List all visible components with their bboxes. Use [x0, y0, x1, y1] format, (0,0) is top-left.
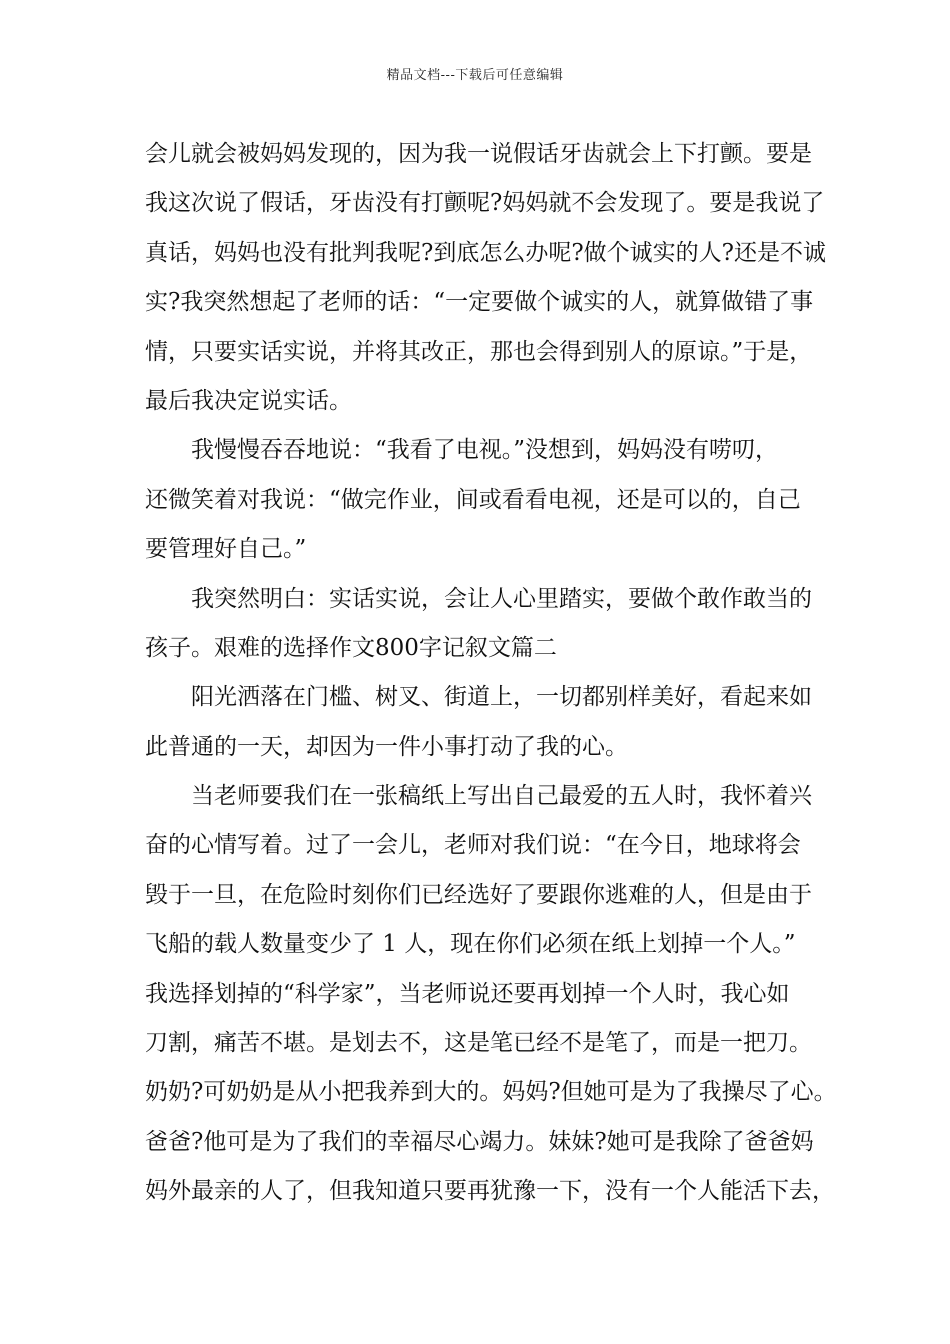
text-line: 飞船的载人数量变少了 1 人，现在你们必须在纸上划掉一个人。”: [145, 931, 796, 958]
text-line: 阳光洒落在门槛、树叉、街道上，一切都别样美好，看起来如: [191, 684, 812, 711]
text-line: 最后我决定说实话。: [145, 387, 352, 414]
page-header: 精品文档---下载后可任意编辑: [386, 68, 564, 83]
text-line: 奶奶?可奶奶是从小把我养到大的。妈妈?但她可是为了我操尽了心。: [145, 1079, 837, 1106]
text-line: 还微笑着对我说：“做完作业，间或看看电视，还是可以的，自己: [145, 486, 801, 513]
text-line: 妈外最亲的人了，但我知道只要再犹豫一下，没有一个人能活下去，: [145, 1178, 835, 1205]
text-line: 爸爸?他可是为了我们的幸福尽心竭力。妹妹?她可是我除了爸爸妈: [145, 1128, 814, 1155]
text-line: 实?我突然想起了老师的话：“一定要做个诚实的人，就算做错了事: [145, 289, 814, 316]
text-line: 真话，妈妈也没有批判我呢?到底怎么办呢?做个诚实的人?还是不诚: [145, 239, 826, 266]
body-text: [145, 130, 837, 1217]
text-line: 我选择划掉的“科学家”，当老师说还要再划掉一个人时，我心如: [145, 980, 790, 1007]
text-line: 要管理好自己。”: [145, 536, 307, 563]
text-line: 当老师要我们在一张稿纸上写出自己最爱的五人时，我怀着兴: [191, 783, 812, 810]
text-line: 刀割，痛苦不堪。是划去不，这是笔已经不是笔了，而是一把刀。: [145, 1030, 812, 1057]
text-line: 毁于一旦，在危险时刻你们已经选好了要跟你逃难的人，但是由于: [145, 881, 812, 908]
text-line: 会儿就会被妈妈发现的，因为我一说假话牙齿就会上下打颤。要是: [145, 141, 812, 167]
text-line: 我这次说了假话，牙齿没有打颤呢?妈妈就不会发现了。要是我说了: [145, 190, 825, 217]
text-line: 我突然明白：实话实说，会让人心里踏实，要做个敢作敢当的: [191, 585, 812, 612]
text-line: 孩子。艰难的选择作文800字记叙文篇二: [145, 634, 557, 661]
text-line: 我慢慢吞吞地说：“我看了电视。”没想到，妈妈没有唠叨，: [191, 437, 779, 464]
text-line: 奋的心情写着。过了一会儿，老师对我们说：“在今日，地球将会: [145, 832, 801, 859]
text-line: 此普通的一天，却因为一件小事打动了我的心。: [145, 733, 628, 760]
text-line: 情，只要实话实说，并将其改正，那也会得到别人的原谅。”于是，: [145, 338, 813, 365]
